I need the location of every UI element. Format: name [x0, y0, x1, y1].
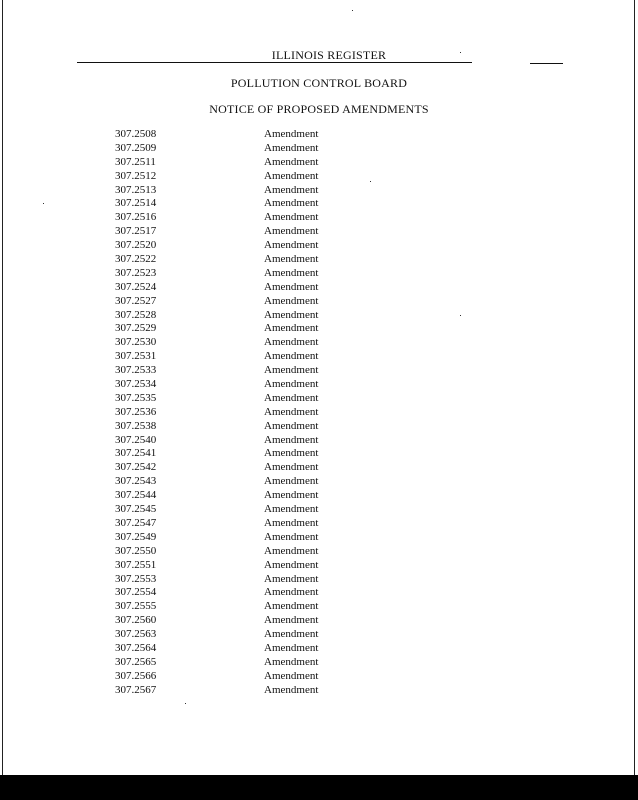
section-action: Amendment — [264, 461, 319, 474]
section-action: Amendment — [264, 280, 319, 293]
section-action: Amendment — [264, 530, 319, 543]
section-action: Amendment — [264, 628, 319, 641]
section-action: Amendment — [264, 558, 319, 571]
section-action: Amendment — [264, 489, 319, 502]
section-number: 307.2541 — [115, 447, 157, 460]
scan-speck — [352, 10, 353, 11]
section-action: Amendment — [264, 544, 319, 557]
section-number: 307.2529 — [115, 322, 157, 335]
section-row — [0, 184, 638, 198]
section-row — [0, 197, 638, 211]
section-number: 307.2520 — [115, 239, 157, 252]
section-row — [0, 420, 638, 434]
section-row — [0, 656, 638, 670]
section-row — [0, 545, 638, 559]
scan-speck — [185, 703, 186, 704]
section-number: 307.2547 — [115, 516, 157, 529]
section-row — [0, 503, 638, 517]
section-action: Amendment — [264, 378, 319, 391]
section-action: Amendment — [264, 641, 319, 654]
section-row — [0, 170, 638, 184]
section-row — [0, 128, 638, 142]
section-action: Amendment — [264, 475, 319, 488]
section-number: 307.2512 — [115, 169, 157, 182]
section-action: Amendment — [264, 183, 319, 196]
section-number: 307.2543 — [115, 475, 157, 488]
section-row — [0, 684, 638, 698]
section-row — [0, 447, 638, 461]
section-action: Amendment — [264, 669, 319, 682]
section-row — [0, 475, 638, 489]
section-number: 307.2538 — [115, 419, 157, 432]
notice-title: NOTICE OF PROPOSED AMENDMENTS — [209, 102, 429, 116]
section-number: 307.2560 — [115, 614, 157, 627]
section-action: Amendment — [264, 169, 319, 182]
section-row — [0, 614, 638, 628]
section-row — [0, 406, 638, 420]
section-row — [0, 461, 638, 475]
scan-speck — [460, 52, 461, 53]
section-number: 307.2533 — [115, 364, 157, 377]
section-action: Amendment — [264, 655, 319, 668]
section-action: Amendment — [264, 447, 319, 460]
section-row — [0, 309, 638, 323]
section-number: 307.2522 — [115, 253, 157, 266]
section-row — [0, 378, 638, 392]
section-action: Amendment — [264, 419, 319, 432]
header-rule-short — [530, 63, 563, 64]
section-action: Amendment — [264, 391, 319, 404]
section-action: Amendment — [264, 225, 319, 238]
section-row — [0, 642, 638, 656]
section-row — [0, 531, 638, 545]
section-number: 307.2514 — [115, 197, 157, 210]
section-action: Amendment — [264, 253, 319, 266]
section-action: Amendment — [264, 503, 319, 516]
section-row — [0, 559, 638, 573]
section-row — [0, 239, 638, 253]
section-number: 307.2567 — [115, 683, 157, 696]
section-number: 307.2516 — [115, 211, 157, 224]
section-number: 307.2511 — [115, 155, 156, 168]
section-action: Amendment — [264, 211, 319, 224]
section-row — [0, 253, 638, 267]
section-number: 307.2508 — [115, 128, 157, 140]
section-row — [0, 628, 638, 642]
section-row — [0, 434, 638, 448]
section-action: Amendment — [264, 155, 319, 168]
section-row — [0, 489, 638, 503]
section-number: 307.2554 — [115, 586, 157, 599]
section-number: 307.2566 — [115, 669, 157, 682]
section-row — [0, 573, 638, 587]
section-number: 307.2513 — [115, 183, 157, 196]
section-row — [0, 281, 638, 295]
section-number: 307.2553 — [115, 572, 157, 585]
section-number: 307.2517 — [115, 225, 157, 238]
section-number: 307.2545 — [115, 503, 157, 516]
section-row — [0, 392, 638, 406]
section-action: Amendment — [264, 294, 319, 307]
section-number: 307.2536 — [115, 405, 157, 418]
section-row — [0, 600, 638, 614]
section-number: 307.2550 — [115, 544, 157, 557]
section-action: Amendment — [264, 350, 319, 363]
section-number: 307.2530 — [115, 336, 157, 349]
section-action: Amendment — [264, 586, 319, 599]
section-row — [0, 350, 638, 364]
section-row — [0, 156, 638, 170]
section-number: 307.2523 — [115, 266, 157, 279]
section-action: Amendment — [264, 433, 319, 446]
section-action: Amendment — [264, 572, 319, 585]
section-action: Amendment — [264, 266, 319, 279]
section-number: 307.2535 — [115, 391, 157, 404]
section-number: 307.2509 — [115, 141, 157, 154]
section-list — [0, 128, 638, 698]
section-number: 307.2564 — [115, 641, 157, 654]
section-number: 307.2542 — [115, 461, 157, 474]
section-number: 307.2528 — [115, 308, 157, 321]
section-row — [0, 211, 638, 225]
section-row — [0, 295, 638, 309]
section-row — [0, 586, 638, 600]
agency-title: POLLUTION CONTROL BOARD — [230, 76, 408, 90]
section-action: Amendment — [264, 141, 319, 154]
section-action: Amendment — [264, 614, 319, 627]
scan-speck — [43, 203, 44, 204]
section-number: 307.2524 — [115, 280, 157, 293]
section-number: 307.2565 — [115, 655, 157, 668]
section-number: 307.2531 — [115, 350, 157, 363]
section-row — [0, 517, 638, 531]
section-row — [0, 670, 638, 684]
section-row — [0, 225, 638, 239]
scan-speck — [460, 315, 461, 316]
section-action: Amendment — [264, 239, 319, 252]
section-number: 307.2563 — [115, 628, 157, 641]
section-action: Amendment — [264, 336, 319, 349]
section-action: Amendment — [264, 405, 319, 418]
section-row — [0, 336, 638, 350]
section-action: Amendment — [264, 197, 319, 210]
section-action: Amendment — [264, 308, 319, 321]
register-title: ILLINOIS REGISTER — [271, 48, 387, 62]
section-number: 307.2544 — [115, 489, 157, 502]
section-action: Amendment — [264, 364, 319, 377]
section-action: Amendment — [264, 683, 319, 696]
section-row — [0, 364, 638, 378]
scan-speck — [370, 181, 371, 182]
section-row — [0, 322, 638, 336]
section-number: 307.2555 — [115, 600, 157, 613]
section-number: 307.2527 — [115, 294, 157, 307]
section-number: 307.2551 — [115, 558, 157, 571]
section-row — [0, 142, 638, 156]
section-action: Amendment — [264, 128, 319, 140]
section-number: 307.2534 — [115, 378, 157, 391]
section-action: Amendment — [264, 322, 319, 335]
section-number: 307.2540 — [115, 433, 157, 446]
section-number: 307.2549 — [115, 530, 157, 543]
section-row — [0, 267, 638, 281]
section-action: Amendment — [264, 516, 319, 529]
scan-bottom-band — [0, 775, 638, 800]
section-action: Amendment — [264, 600, 319, 613]
header-rule — [77, 62, 472, 63]
